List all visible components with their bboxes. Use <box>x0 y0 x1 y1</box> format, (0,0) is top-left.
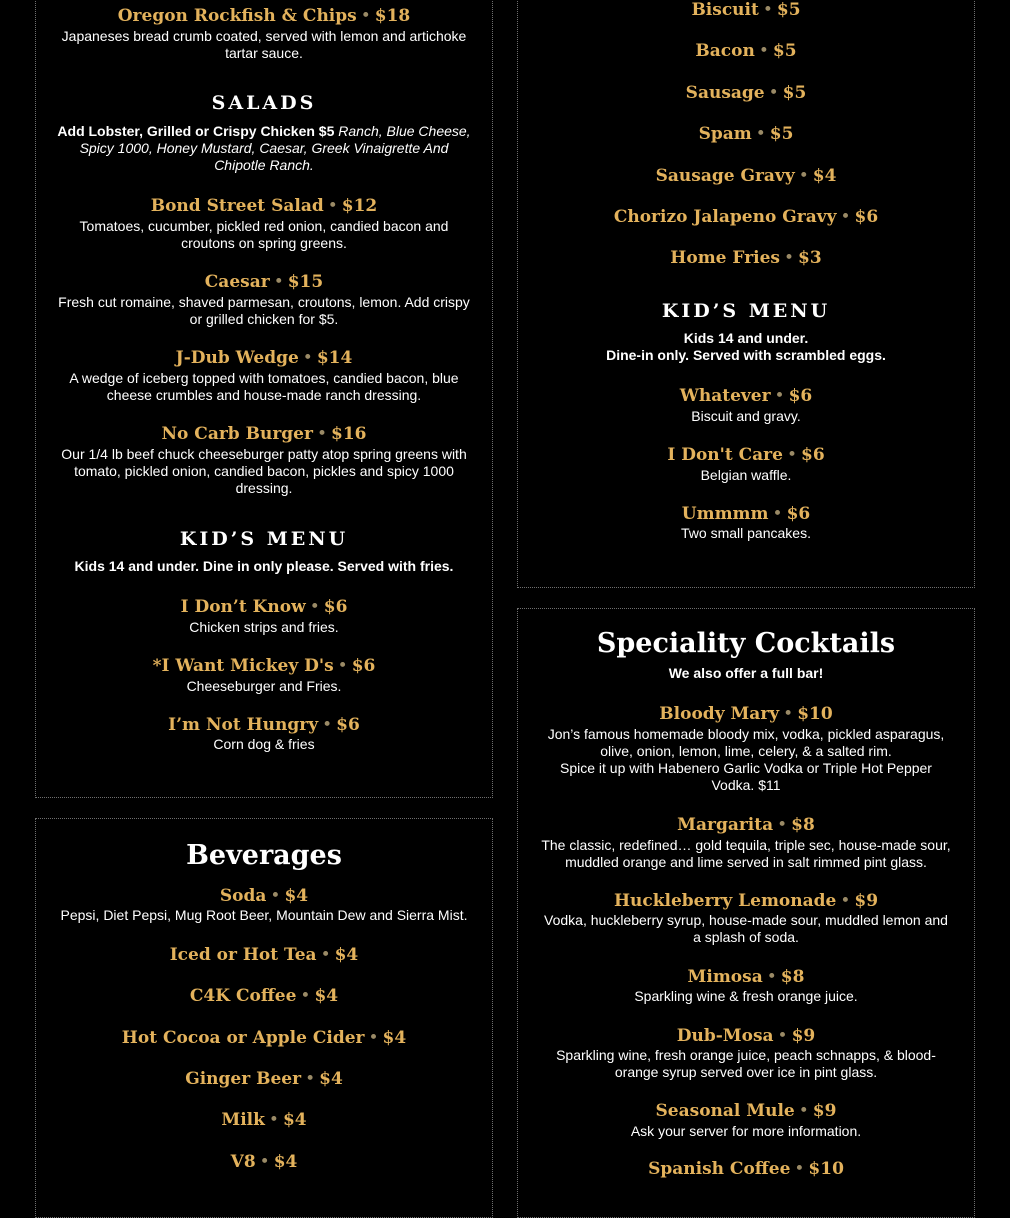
menu-item-desc: Sparkling wine & fresh orange juice. <box>634 988 858 1004</box>
separator-dot: • <box>322 715 333 735</box>
menu-item-title <box>518 40 974 62</box>
menu-item-title <box>36 5 492 27</box>
item-name: *I Want Mickey D's <box>152 656 334 676</box>
menu-item-title <box>518 247 974 269</box>
menu-item-desc: The classic, redefined… gold tequila, triple sec, house-made sour, muddled orange and lime served in salt rimmed pint glass. <box>541 837 951 870</box>
separator-dot: • <box>270 886 281 906</box>
item-price: $5 <box>776 0 801 20</box>
beverages-panel <box>35 818 493 1218</box>
menu-item-desc: Vodka, huckleberry syrup, house-made sour, muddled lemon and a splash of soda. <box>544 912 948 945</box>
menu-item-desc: Two small pancakes. <box>681 525 811 541</box>
menu-item-title <box>518 1025 974 1047</box>
menu-item-desc: Ask your server for more information. <box>630 1123 862 1139</box>
menu-item-title <box>518 890 974 912</box>
menu-item-desc-extra: Spice it up with Habenero Garlic Vodka or Triple Hot Pepper Vodka. $11 <box>560 760 932 793</box>
salads-note <box>36 123 492 174</box>
item-price: $4 <box>334 945 359 965</box>
menu-item-title <box>518 1158 974 1180</box>
kids-menu-note: Kids 14 and under. Dine in only please. Served with fries. <box>74 558 454 574</box>
separator-dot: • <box>758 41 769 61</box>
item-price: $6 <box>323 597 348 617</box>
menu-item-title <box>36 596 492 618</box>
item-name: C4K Coffee <box>189 986 297 1006</box>
menu-item-title <box>518 82 974 104</box>
menu-item-desc: Japaneses bread crumb coated, served with lemon and artichoke tartar sauce. <box>61 28 467 61</box>
item-price: $9 <box>854 891 879 911</box>
menu-item-desc: Fresh cut romaine, shaved parmesan, croutons, lemon. Add crispy or grilled chicken for $5. <box>58 294 470 327</box>
sides-panel <box>517 0 975 588</box>
item-name: Bacon <box>695 41 755 61</box>
item-name: Ginger Beer <box>185 1069 302 1089</box>
kids-menu-note-line1: Kids 14 and under. <box>683 330 809 346</box>
item-name: Chorizo Jalapeno Gravy <box>613 207 837 227</box>
menu-item-title <box>518 814 974 836</box>
item-name: No Carb Burger <box>161 424 313 444</box>
separator-dot: • <box>794 1159 805 1179</box>
separator-dot: • <box>300 986 311 1006</box>
menu-item-desc: Jon’s famous homemade bloody mix, vodka, pickled asparagus, olive, onion, lemon, lime, celery, & a salted rim. <box>547 726 945 759</box>
salads-note-dressings: Ranch, Blue Cheese, Spicy 1000, Honey Mustard, Caesar, Greek Vinaigrette And Chipotle Ranch. <box>79 123 471 173</box>
separator-dot: • <box>273 272 284 292</box>
item-name: Hot Cocoa or Apple Cider <box>121 1028 365 1048</box>
menu-item-desc: Pepsi, Diet Pepsi, Mug Root Beer, Mountain Dew and Sierra Mist. <box>60 907 468 923</box>
separator-dot: • <box>840 207 851 227</box>
salads-heading: SALADS <box>211 92 317 114</box>
item-price: $4 <box>282 1110 307 1130</box>
item-name: Bloody Mary <box>659 704 780 724</box>
item-name: Iced or Hot Tea <box>169 945 317 965</box>
separator-dot: • <box>777 815 788 835</box>
item-name: Huckleberry Lemonade <box>613 891 837 911</box>
separator-dot: • <box>337 656 348 676</box>
separator-dot: • <box>305 1069 316 1089</box>
separator-dot: • <box>360 6 371 26</box>
item-price: $6 <box>351 656 376 676</box>
beverages-heading: Beverages <box>186 840 342 871</box>
item-name: Soda <box>219 886 267 906</box>
item-name: Biscuit <box>691 0 759 20</box>
item-price: $10 <box>797 704 833 724</box>
separator-dot: • <box>786 445 797 465</box>
menu-item-title <box>36 655 492 677</box>
separator-dot: • <box>320 945 331 965</box>
menu-item-desc: Cheeseburger and Fries. <box>186 678 342 694</box>
item-price: $3 <box>798 248 822 268</box>
item-price: $14 <box>316 348 353 368</box>
separator-dot: • <box>268 1110 279 1130</box>
separator-dot: • <box>772 504 783 524</box>
item-price: $4 <box>284 886 309 906</box>
item-price: $5 <box>769 124 794 144</box>
item-price: $18 <box>374 6 411 26</box>
separator-dot: • <box>784 248 795 268</box>
item-name: I’m Not Hungry <box>168 715 319 735</box>
menu-item-title <box>36 714 492 736</box>
separator-dot: • <box>368 1028 379 1048</box>
item-price: $15 <box>287 272 324 292</box>
menu-item-desc: Biscuit and gravy. <box>691 408 801 424</box>
item-price: $6 <box>854 207 879 227</box>
separator-dot: • <box>766 967 777 987</box>
item-name: Sausage <box>685 83 765 103</box>
menu-item-title <box>36 985 492 1007</box>
item-name: Ummmm <box>681 504 769 524</box>
item-price: $9 <box>812 1101 837 1121</box>
item-name: I Don't Care <box>667 445 783 465</box>
cocktails-note: We also offer a full bar! <box>668 665 824 681</box>
item-price: $4 <box>382 1028 407 1048</box>
item-price: $5 <box>782 83 807 103</box>
item-price: $6 <box>800 445 825 465</box>
item-price: $12 <box>341 196 378 216</box>
menu-item-title <box>36 423 492 445</box>
separator-dot: • <box>783 704 794 724</box>
separator-dot: • <box>259 1152 270 1172</box>
separator-dot: • <box>327 196 338 216</box>
item-price: $16 <box>330 424 367 444</box>
item-price: $4 <box>319 1069 343 1089</box>
menu-item-title <box>518 123 974 145</box>
item-price: $6 <box>336 715 360 735</box>
separator-dot: • <box>774 386 785 406</box>
item-name: V8 <box>230 1152 256 1172</box>
item-price: $4 <box>314 986 339 1006</box>
item-name: Spanish Coffee <box>648 1159 791 1179</box>
menu-item-title <box>36 347 492 369</box>
menu-item-title <box>518 206 974 228</box>
item-name: J-Dub Wedge <box>175 348 299 368</box>
item-name: I Don’t Know <box>180 597 306 617</box>
item-name: Caesar <box>204 272 270 292</box>
separator-dot: • <box>798 1101 809 1121</box>
item-name: Seasonal Mule <box>655 1101 795 1121</box>
separator-dot: • <box>840 891 851 911</box>
separator-dot: • <box>316 424 327 444</box>
item-name: Margarita <box>677 815 774 835</box>
menu-item-title <box>518 703 974 725</box>
menu-item-title <box>518 385 974 407</box>
menu-item-title <box>36 271 492 293</box>
separator-dot: • <box>798 166 809 186</box>
kids-menu-note-line2: Dine-in only. Served with scrambled eggs. <box>606 347 886 363</box>
cocktails-heading: Speciality Cocktails <box>596 628 896 659</box>
separator-dot: • <box>768 83 779 103</box>
separator-dot: • <box>777 1026 788 1046</box>
menu-item-desc: A wedge of iceberg topped with tomatoes, candied bacon, blue cheese crumbles and house-made ranch dressing. <box>69 370 459 403</box>
menu-item-desc: Our 1/4 lb beef chuck cheeseburger patty atop spring greens with tomato, pickled onion, candied bacon, pickles and spicy 1000 dressing. <box>61 446 467 496</box>
item-name: Milk <box>221 1110 265 1130</box>
item-name: Mimosa <box>687 967 763 987</box>
menu-item-title <box>518 966 974 988</box>
menu-item-title <box>36 1068 492 1090</box>
item-price: $10 <box>808 1159 844 1179</box>
menu-item-title <box>36 1151 492 1173</box>
kids-menu-heading: KID’S MENU <box>661 300 831 322</box>
food-menu-panel <box>35 0 493 798</box>
menu-item-title <box>36 195 492 217</box>
kids-menu-heading: KID’S MENU <box>179 528 349 550</box>
item-price: $6 <box>788 386 813 406</box>
item-name: Spam <box>698 124 752 144</box>
menu-item-title <box>36 944 492 966</box>
item-price: $5 <box>772 41 797 61</box>
menu-item-desc: Belgian waffle. <box>700 467 792 483</box>
separator-dot: • <box>755 124 766 144</box>
item-price: $8 <box>791 815 815 835</box>
menu-item-title <box>36 885 492 907</box>
item-price: $6 <box>786 504 811 524</box>
menu-item-title <box>518 0 974 21</box>
item-name: Home Fries <box>670 248 780 268</box>
menu-item-title <box>518 503 974 525</box>
salads-note-bold: Add Lobster, Grilled or Crispy Chicken $5 <box>57 123 335 139</box>
item-price: $9 <box>791 1026 816 1046</box>
item-name: Sausage Gravy <box>655 166 795 186</box>
item-name: Bond Street Salad <box>150 196 324 216</box>
item-price: $4 <box>812 166 837 186</box>
item-price: $4 <box>273 1152 298 1172</box>
item-name: Whatever <box>679 386 771 406</box>
menu-item-desc: Sparkling wine, fresh orange juice, peach schnapps, & blood-orange syrup served over ice in pint glass. <box>556 1047 936 1080</box>
menu-item-title <box>518 1100 974 1122</box>
menu-item-desc: Chicken strips and fries. <box>189 619 339 635</box>
separator-dot: • <box>302 348 313 368</box>
menu-item-title <box>518 165 974 187</box>
menu-item-title <box>36 1027 492 1049</box>
cocktails-panel <box>517 608 975 1218</box>
item-name: Dub-Mosa <box>676 1026 774 1046</box>
menu-item-title <box>36 1109 492 1131</box>
separator-dot: • <box>762 0 773 20</box>
menu-item-desc: Corn dog & fries <box>213 736 315 752</box>
item-price: $8 <box>780 967 805 987</box>
menu-item-title <box>518 444 974 466</box>
separator-dot: • <box>309 597 320 617</box>
item-name: Oregon Rockfish & Chips <box>117 6 357 26</box>
menu-item-desc: Tomatoes, cucumber, pickled red onion, candied bacon and croutons on spring greens. <box>79 218 449 251</box>
